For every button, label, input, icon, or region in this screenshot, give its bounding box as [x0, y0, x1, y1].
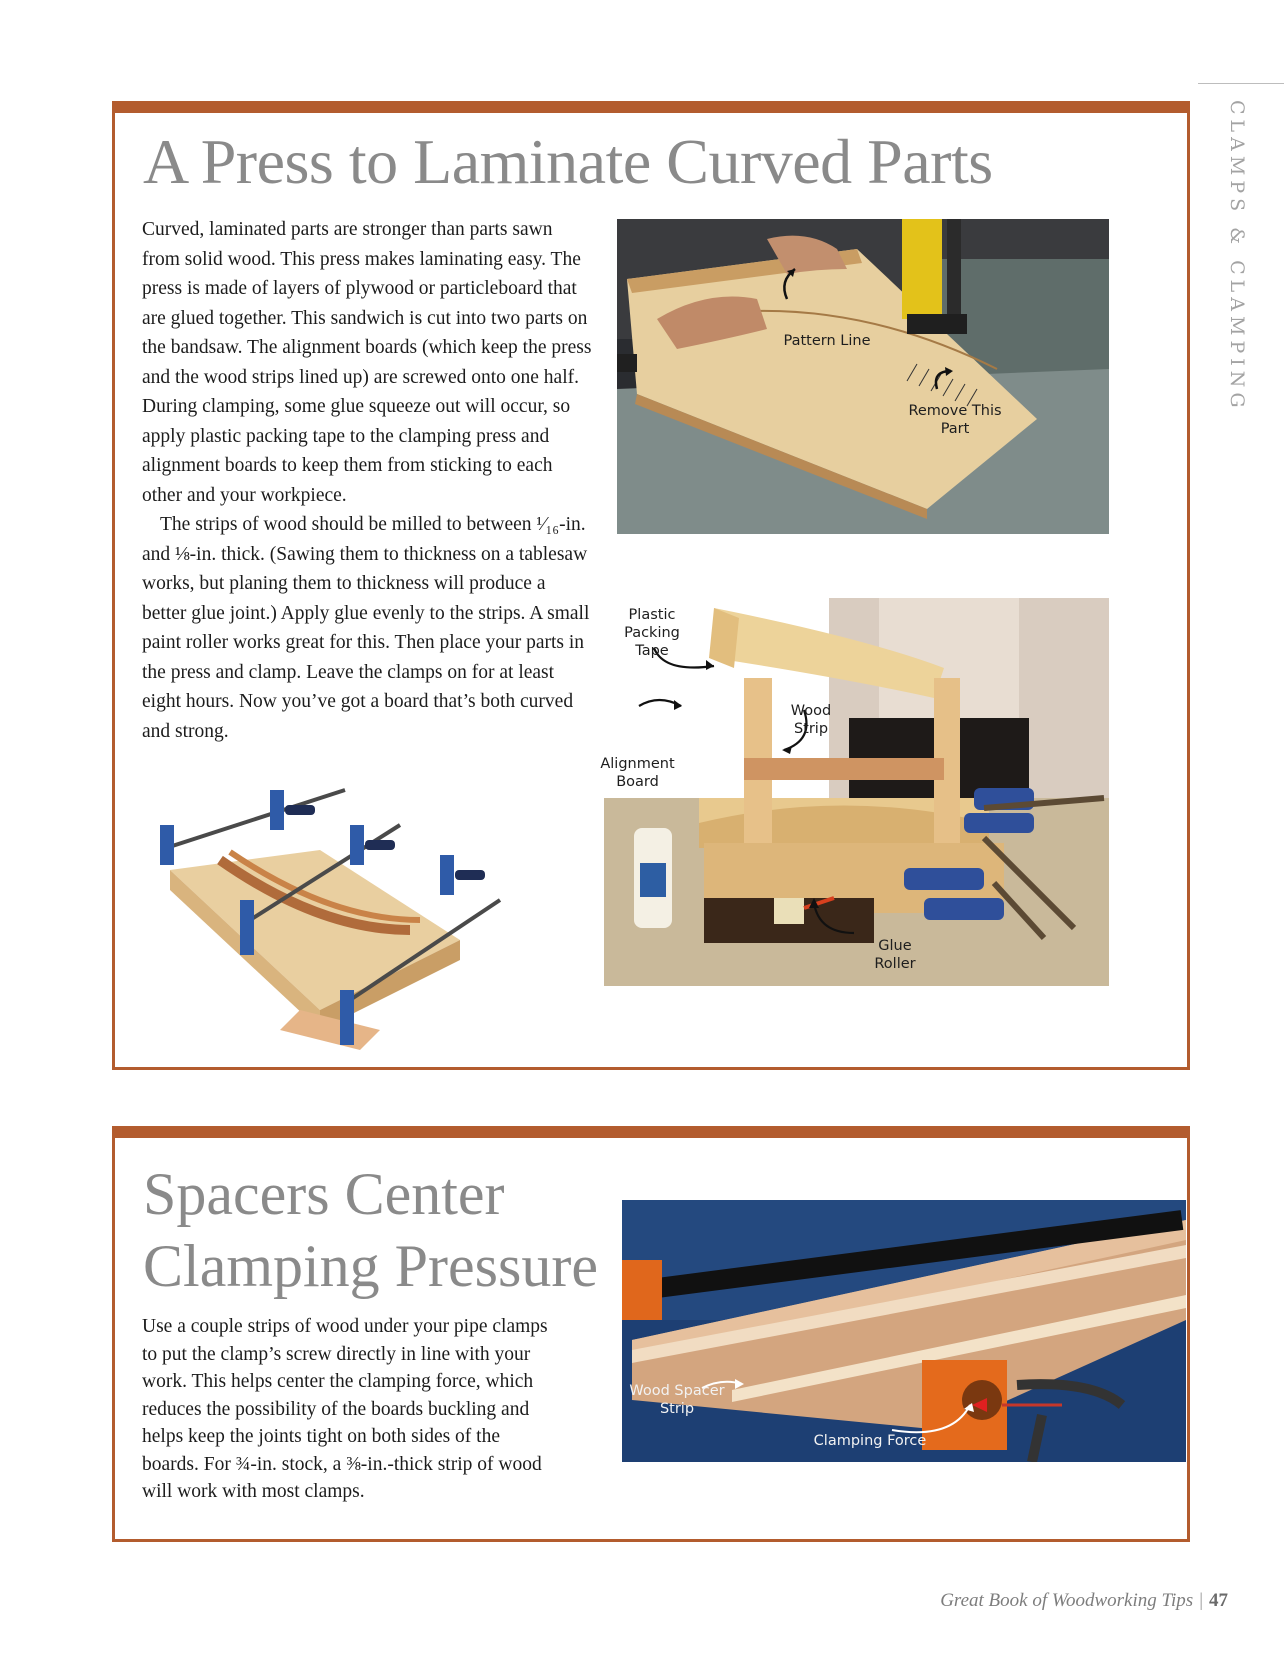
page-number: 47 — [1209, 1590, 1228, 1611]
page-footer: Great Book of Woodworking Tips | 47 — [940, 1590, 1228, 1611]
clamped-press-photo — [160, 780, 520, 1065]
book-title: Great Book of Woodworking Tips — [940, 1590, 1194, 1611]
section-title-laminate: A Press to Laminate Curved Parts — [143, 126, 993, 197]
section-title-spacers: Spacers Center Clamping Pressure — [143, 1161, 598, 1299]
paragraph-spacers: Use a couple strips of wood under your pipe clamps to put the clamp’s screw directly in line with your work. This helps center the clamping force, which reduces the possibility of the boards buckling and helps keep the joints tight on both sides of the boards. For ¾-in. stock, a ⅜-in.-thick strip of wood will work with most clamps. — [142, 1316, 548, 1502]
label-pattern-line: Pattern Line — [783, 333, 871, 349]
label-alignment-board: Alignment Board — [600, 756, 675, 790]
section-body-laminate — [142, 215, 592, 746]
side-tab-rule — [1198, 83, 1284, 84]
label-packing-tape: Plastic Packing Tape — [624, 607, 680, 659]
label-clamping-force: Clamping Force — [813, 1433, 927, 1449]
paragraph-2: The strips of wood should be milled to between ¹⁄₁₆-in. and ⅛-in. thick. (Sawing them to thickness on a tablesaw works, but planing them to thickness will produce a better glue joint.) Apply glue evenly to the strips. A small paint roller works great for this. Then place your parts in the press and clamp. Leave the clamps on for at least eight hours. Now you’ve got a board that’s both curved and strong. — [142, 514, 590, 742]
side-tab-label: CLAMPS & CLAMPING — [1226, 100, 1248, 413]
section-body-spacers — [142, 1313, 560, 1506]
label-remove-part: Remove This Part — [908, 403, 1002, 437]
paragraph-1: Curved, laminated parts are stronger than parts sawn from solid wood. This press makes laminating easy. The press is made of layers of plywood or particleboard that are glued together. This sandwich is cut into two parts on the bandsaw. The alignment boards (which keep the press and the wood strips lined up) are screwed onto one half. During clamping, some glue squeeze out will occur, so apply plastic packing tape to the clamping press and alignment boards to keep them from sticking to each other and your workpiece. — [142, 219, 592, 506]
label-glue-roller: Glue Roller — [874, 938, 916, 972]
label-spacer-strip: Wood Spacer Strip — [629, 1383, 725, 1417]
bandsaw-photo — [617, 219, 1109, 534]
label-wood-strip: Wood Strip — [790, 703, 832, 737]
pipe-clamp-photo — [622, 1200, 1186, 1462]
